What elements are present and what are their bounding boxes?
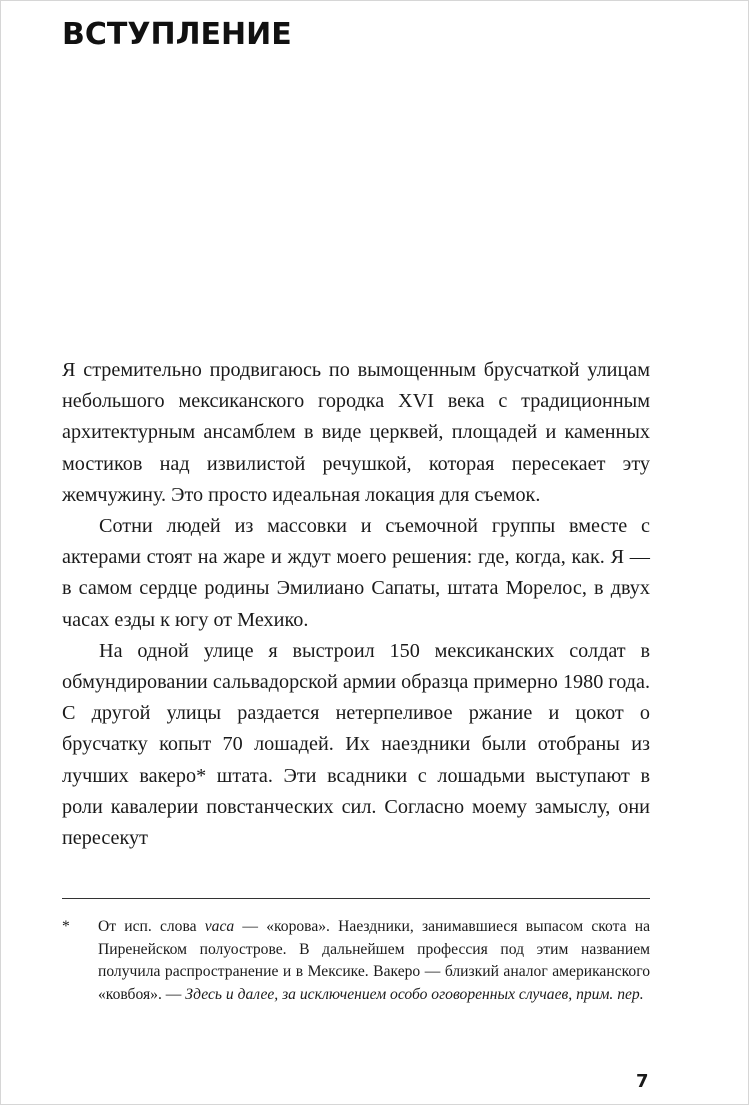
body-text: [62, 355, 650, 854]
page-number: 7: [636, 1071, 649, 1092]
footnote-rule: [62, 898, 650, 899]
paragraph-2: Сотни людей из массовки и съемочной группы вместе с актерами стоят на жаре и ждут моего решения: где, когда, как. Я — в самом сердце родины Эмилиано Сапаты, штата Морелос, в двух часах езды к югу от Мехико.: [62, 515, 650, 631]
footnote-italic-tail: Здесь и далее, за исключением особо оговоренных случаев, прим. пер.: [185, 985, 644, 1003]
paragraph-3: [62, 636, 650, 854]
footnote-text-a: От исп. слова: [98, 918, 205, 935]
footnote: [62, 916, 650, 1006]
paragraph-3-text-a: На одной улице я выстроил 150 мексиканских солдат в обмундировании сальвадорской армии образца примерно 1980 года. С другой улицы раздается нетерпеливое ржание и цокот о брусчатку копыт 70 лошадей. Их наездники были отобраны из лучших вакеро: [62, 639, 650, 787]
paragraph-3-text-b: штата. Эти всадники с лошадьми выступают в роли кавалерии повстанческих сил. Согласно моему замыслу, они пересекут: [62, 764, 650, 850]
chapter-title: ВСТУПЛЕНИЕ: [62, 17, 292, 52]
paragraph-1: Я стремительно продвигаюсь по вымощенным брусчаткой улицам небольшого мексиканского городка XVI века с традиционным архитектурным ансамблем в виде церквей, площадей и каменных мостиков над извилистой речушкой, которая пересекает эту жемчужину. Это просто идеальная локация для съемок.: [62, 359, 650, 506]
footnote-reference: *: [196, 764, 207, 787]
footnote-text: [98, 916, 650, 1006]
footnote-italic-word: vaca: [204, 918, 235, 935]
footnote-text-b: — «корова». Наездники, занимавшиеся выпасом скота на Пиренейском полуострове. В дальнейшем профессия под этим названием получила распространение и в Мексике. Вакеро — близкий аналог американского «ковбоя». —: [98, 918, 651, 1003]
footnote-mark: *: [62, 918, 70, 935]
